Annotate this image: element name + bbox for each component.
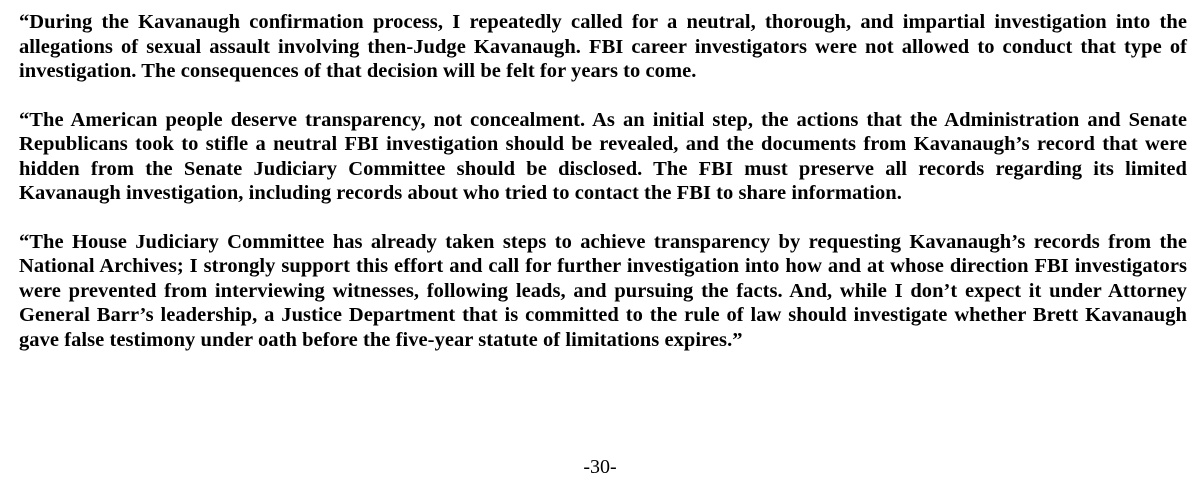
page-number: -30- [583,456,617,478]
paragraph-confirmation-process: “During the Kavanaugh confirmation process, I repeatedly called for a neutral, thorough, and impartial investigation into the allegations of sexual assault involving then-Judge Kavanaugh. FBI career investigators were not allowed to conduct that type of investigation. The consequences of that decision will be felt for years to come. [19,11,1187,82]
paragraph-transparency: “The American people deserve transparency, not concealment. As an initial step, the actions that the Administration and Senate Republicans took to stifle a neutral FBI investigation should be revealed, and the documents from Kavanaugh’s record that were hidden from the Senate Judiciary Committee should be disclosed. The FBI must preserve all records regarding its limited Kavanaugh investigation, including records about who tried to contact the FBI to share information. [19,108,1187,204]
paragraph-house-judiciary: “The House Judiciary Committee has already taken steps to achieve transparency by requesting Kavanaugh’s records from the National Archives; I strongly support this effort and call for further investigation into how and at whose direction FBI investigators were prevented from interviewing witnesses, following leads, and pursuing the facts. And, while I don’t expect it under Attorney General Barr’s leadership, a Justice Department that is committed to the rule of law should investigate whether Brett Kavanaugh gave false testimony under oath before the five-year statute of limitations expires.” [19,230,1187,351]
document-body [19,10,1187,376]
